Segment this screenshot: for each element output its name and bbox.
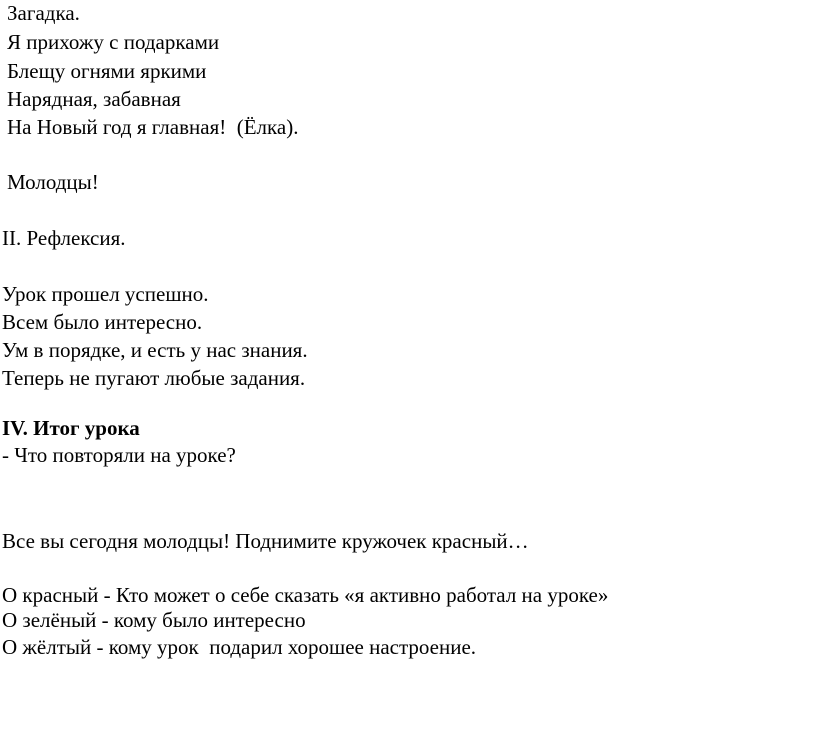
reflection-heading: II. Рефлексия. xyxy=(2,226,126,250)
reflection-poem-line: Теперь не пугают любые задания. xyxy=(2,366,306,390)
riddle-title: Загадка. xyxy=(7,1,80,25)
reflection-poem-line: Урок прошел успешно. xyxy=(2,282,209,306)
riddle-line: Нарядная, забавная xyxy=(7,87,181,111)
riddle-line: На Новый год я главная! (Ёлка). xyxy=(7,115,299,139)
summary-question: - Что повторяли на уроке? xyxy=(2,443,236,467)
summary-option: О зелёный - кому было интересно xyxy=(2,608,306,632)
summary-call: Все вы сегодня молодцы! Поднимите кружочек красный… xyxy=(2,529,529,553)
riddle-line: Я прихожу с подарками xyxy=(7,30,220,54)
reflection-poem-line: Всем было интересно. xyxy=(2,310,203,334)
riddle-praise: Молодцы! xyxy=(7,170,99,194)
summary-option: О красный - Кто может о себе сказать «я активно работал на уроке» xyxy=(2,583,609,607)
reflection-poem-line: Ум в порядке, и есть у нас знания. xyxy=(2,338,308,362)
summary-option: О жёлтый - кому урок подарил хорошее настроение. xyxy=(2,635,477,659)
summary-heading: IV. Итог урока xyxy=(2,416,140,440)
riddle-line: Блещу огнями яркими xyxy=(7,59,207,83)
